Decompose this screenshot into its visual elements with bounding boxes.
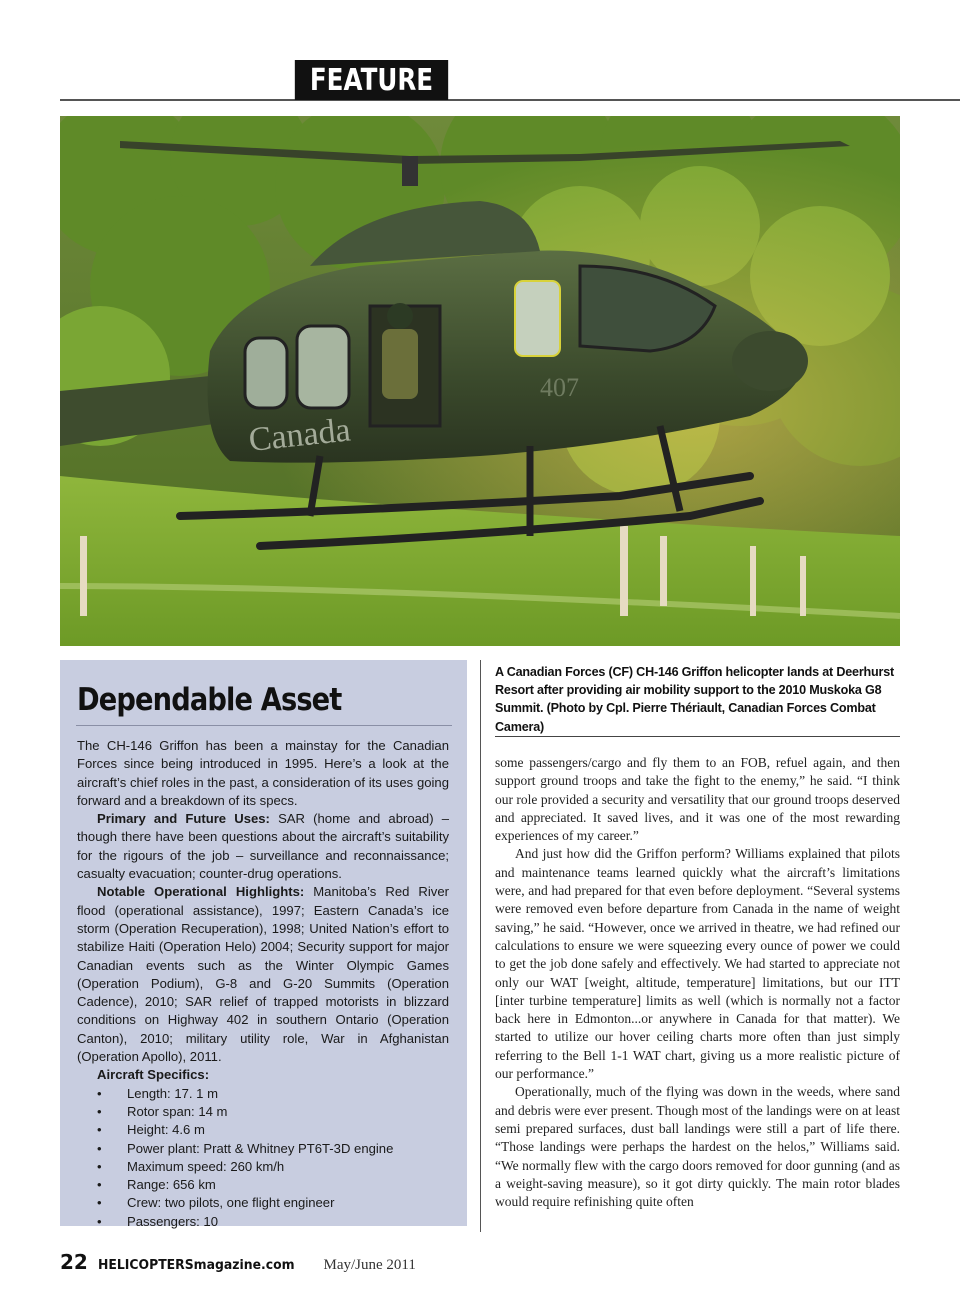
section-label: FEATURE: [295, 60, 448, 100]
highlights-label: Notable Operational Highlights:: [97, 884, 305, 900]
page-footer: [60, 1250, 416, 1274]
helicopter-photo: [60, 116, 900, 646]
article-paragraph: And just how did the Griffon perform? Williams explained that pilots and maintenance teams learned quickly what the aircraft’s limitations were, and had prepared for that even before deployment. “Several systems were removed even before departure from Canada in the name of weight saving,” he said. “However, once we arrived in theatre, we had refined our calculations to ensure we were squeezing every ounce of power we could to get the job done safely and effectively. We had started to appreciate not only our WAT [weight, altitude, temperature] limitations, but our ITT [inter turbine temperature] limits as well (which is normally not a factor back here in Edmonton...or anywhere in Canada for that matter). We started to utilize our hover ceiling charts more often than just simply referring to the Bell 1-1 WAT chart, giving us a more realistic picture of our performance.”: [495, 846, 900, 1082]
spec-item: • Height: 4.6 m: [77, 1121, 449, 1139]
article-body: [495, 754, 900, 1211]
spec-item: • Power plant: Pratt & Whitney PT6T-3D engine: [77, 1140, 449, 1158]
photo-caption: A Canadian Forces (CF) CH-146 Griffon helicopter lands at Deerhurst Resort after providing air mobility support to the 2010 Muskoka G8 Summit. (Photo by Cpl. Pierre Thériault, Canadian Forces Combat Camera): [495, 665, 895, 734]
header-rule: [60, 99, 960, 101]
highlights-text: Manitoba’s Red River flood (operational assistance), 1997; Eastern Canada’s ice storm (Operation Recuperation), 1998; United Nation’s effort to stabilize Haiti (Operation Helo) 2004; Security support for major Canadian events such as the Winter Olympic Games (Operation Podium), G-8 and G-20 Summits (Operation Cadence), 2010; SAR relief of trapped motorists in blizzard conditions on Highway 402 in southern Ontario (Operation Canton), 2010; military utility role, War in Afghanistan (Operation Apollo), 2011.: [77, 884, 449, 1065]
caption-rule: [495, 736, 900, 737]
spec-item: • Range: 656 km: [77, 1176, 449, 1194]
sidebar-rule: [76, 725, 452, 726]
spec-item: • Length: 17. 1 m: [77, 1085, 449, 1103]
svg-text:Canada: Canada: [246, 411, 353, 459]
spec-item: • Maximum speed: 260 km/h: [77, 1158, 449, 1176]
sidebar-intro: The CH-146 Griffon has been a mainstay for the Canadian Forces since being introduced in 1995. Here’s a look at the aircraft’s chief roles in the past, a consideration of its uses going forward and a breakdown of its specs.: [77, 738, 449, 808]
column-divider: [480, 660, 481, 1232]
primary-label: Primary and Future Uses:: [97, 811, 270, 827]
sidebar-body: [77, 737, 449, 1231]
sidebar-box: [60, 660, 467, 1229]
sidebar-highlights: [77, 883, 449, 1066]
sidebar-title: Dependable Asset: [77, 682, 342, 718]
spec-item: • Rotor span: 14 m: [77, 1103, 449, 1121]
article-paragraph: some passengers/cargo and fly them to an FOB, refuel again, and then support ground troops and take the fight to the enemy,” he said. “I think our role provided a security and versatility that our ground troops deserved and appreciated. It saved lives, and it was one of the most rewarding experiences of my career.”: [495, 755, 900, 844]
page-number: 22: [60, 1250, 88, 1274]
sidebar-primary: [77, 810, 449, 883]
primary-text: SAR (home and abroad) – though there have been questions about the aircraft’s suitability for the rigours of the job – surveillance and reconnaissance; casualty evacuation; counter-drug operations.: [77, 811, 449, 882]
svg-text:407: 407: [540, 373, 579, 402]
specs-label: Aircraft Specifics:: [97, 1067, 210, 1083]
issue-date: May/June 2011: [323, 1257, 416, 1273]
site-name: HELICOPTERSmagazine.com: [97, 1257, 295, 1273]
spec-list: [77, 1085, 449, 1231]
sidebar-specs-heading: [77, 1066, 449, 1084]
article-paragraph: Operationally, much of the flying was down in the weeds, where sand and debris were ever present. Though most of the landings were on at least semi prepared surfaces, dust ball landings were still a part of life there. “Those landings were perhaps the hardest on the helos,” Williams said. “We normally flew with the cargo doors removed for door gunning (and as a weight-saving measure), so it got dirty quickly. The main rotor blades would require refinishing quite often: [495, 1084, 900, 1210]
spec-item: • Passengers: 10: [77, 1213, 449, 1231]
spec-item: • Crew: two pilots, one flight engineer: [77, 1194, 449, 1212]
